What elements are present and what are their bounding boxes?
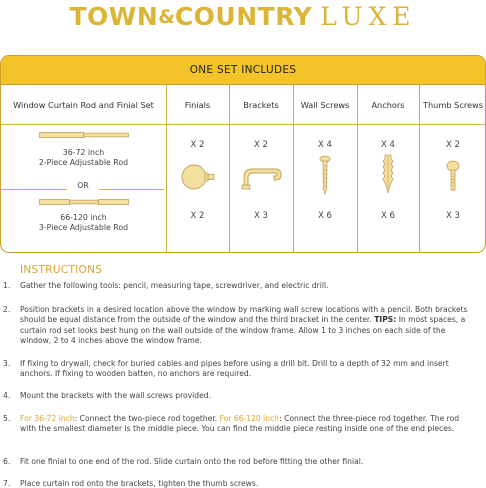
step-text: Mount the brackets with the wall screws provided. <box>20 391 211 400</box>
thumb-screws-count-3-piece: X 3 <box>446 211 460 221</box>
step-number: 1. <box>3 281 11 290</box>
step-text <box>20 414 475 435</box>
anchors-count-2-piece: X 4 <box>381 140 395 150</box>
step-text: Fit one finial to one end of the rod. Slide curtain onto the rod before fitting the other finial. <box>20 457 364 466</box>
step-number: 3. <box>3 359 11 368</box>
finials-count-3-piece: X 2 <box>190 211 205 221</box>
brackets-count-3-piece: X 3 <box>254 211 268 221</box>
step-text: Gather the following tools: pencil, measuring tape, screwdriver, and electric drill. <box>20 281 329 290</box>
rod-size-66-120: 66-120 inch <box>60 213 107 222</box>
column-header-anchors: Anchors <box>371 100 405 110</box>
step-number: 6. <box>3 457 11 466</box>
set-includes-grid <box>1 85 485 253</box>
brand-ampersand: & <box>158 6 175 28</box>
brackets-count-2-piece: X 2 <box>254 140 268 150</box>
anchor-icon <box>380 153 396 195</box>
brand-luxe: LUXE <box>320 2 417 31</box>
rod-desc-2-piece: 2-Piece Adjustable Rod <box>38 158 129 167</box>
bracket-icon <box>241 165 283 191</box>
step-text-part: : Connect the two-piece rod together. <box>74 414 220 423</box>
step-text: If fixing to drywall, check for buried cables and pipes before using a drill bit. Drill to a depth of 32 mm and insert anchors. If fixing to wooden batten, no anchors are required. <box>20 359 449 379</box>
step-number: 5. <box>3 414 11 423</box>
finials-count-2-piece: X 2 <box>190 140 205 150</box>
or-label: OR <box>67 181 99 191</box>
thumb-screws-count-2-piece: X 2 <box>446 140 460 150</box>
step-number: 2. <box>3 305 11 314</box>
set-includes-table <box>0 55 486 253</box>
step-text-part: : Connect the three-piece rod together. The rod with the smallest diameter is the middle piece. You can find the middle piece resting inside one of the end pieces. <box>20 414 460 434</box>
brand-country: COUNTRY <box>174 2 313 31</box>
column-header-rod-set: Window Curtain Rod and Finial Set <box>13 100 154 110</box>
wall-screws-count-3-piece: X 6 <box>318 211 332 221</box>
set-includes-header: ONE SET INCLUDES <box>1 56 485 85</box>
brand-logo <box>0 0 486 40</box>
finial-icon <box>181 163 215 191</box>
rod-desc-3-piece: 3-Piece Adjustable Rod <box>38 223 129 232</box>
wall-screw-icon <box>318 155 332 195</box>
tips-text: In most spaces, a curtain rod set looks best hung on the wall outside of the window frame. Allow 1 to 3 inches on each side of the window, 2 to 4 inches above the window frame. <box>20 315 466 345</box>
instructions-title: INSTRUCTIONS <box>20 264 103 276</box>
column-header-thumb-screws: Thumb Screws <box>422 100 484 110</box>
rod-size-36-72: 36-72 inch <box>62 148 105 157</box>
step-text-main: Position brackets in a desired location above the window by marking wall screw locations with a pencil. Both brackets should be equal distance from the outside of the window and the third bracket in the center. <box>20 305 468 325</box>
wall-screws-count-2-piece: X 4 <box>318 140 332 150</box>
step-highlight-66-120: For 66-120 inch <box>219 414 280 423</box>
step-number: 7. <box>3 479 11 488</box>
step-text: Place curtain rod onto the brackets, tighten the thumb screws. <box>20 479 259 488</box>
column-header-finials: Finials <box>184 100 211 110</box>
tips-label: TIPS: <box>374 315 397 325</box>
step-number: 4. <box>3 391 11 400</box>
step-highlight-36-72: For 36-72 inch <box>20 414 75 423</box>
anchors-count-3-piece: X 6 <box>381 211 395 221</box>
column-header-wall-screws: Wall Screws <box>300 100 350 110</box>
three-piece-rod-icon <box>39 198 129 206</box>
thumb-screw-icon <box>445 160 461 194</box>
two-piece-rod-icon <box>39 131 129 139</box>
step-text <box>20 305 475 346</box>
brand-town: TOWN <box>69 2 159 31</box>
column-header-brackets: Brackets <box>243 100 279 110</box>
